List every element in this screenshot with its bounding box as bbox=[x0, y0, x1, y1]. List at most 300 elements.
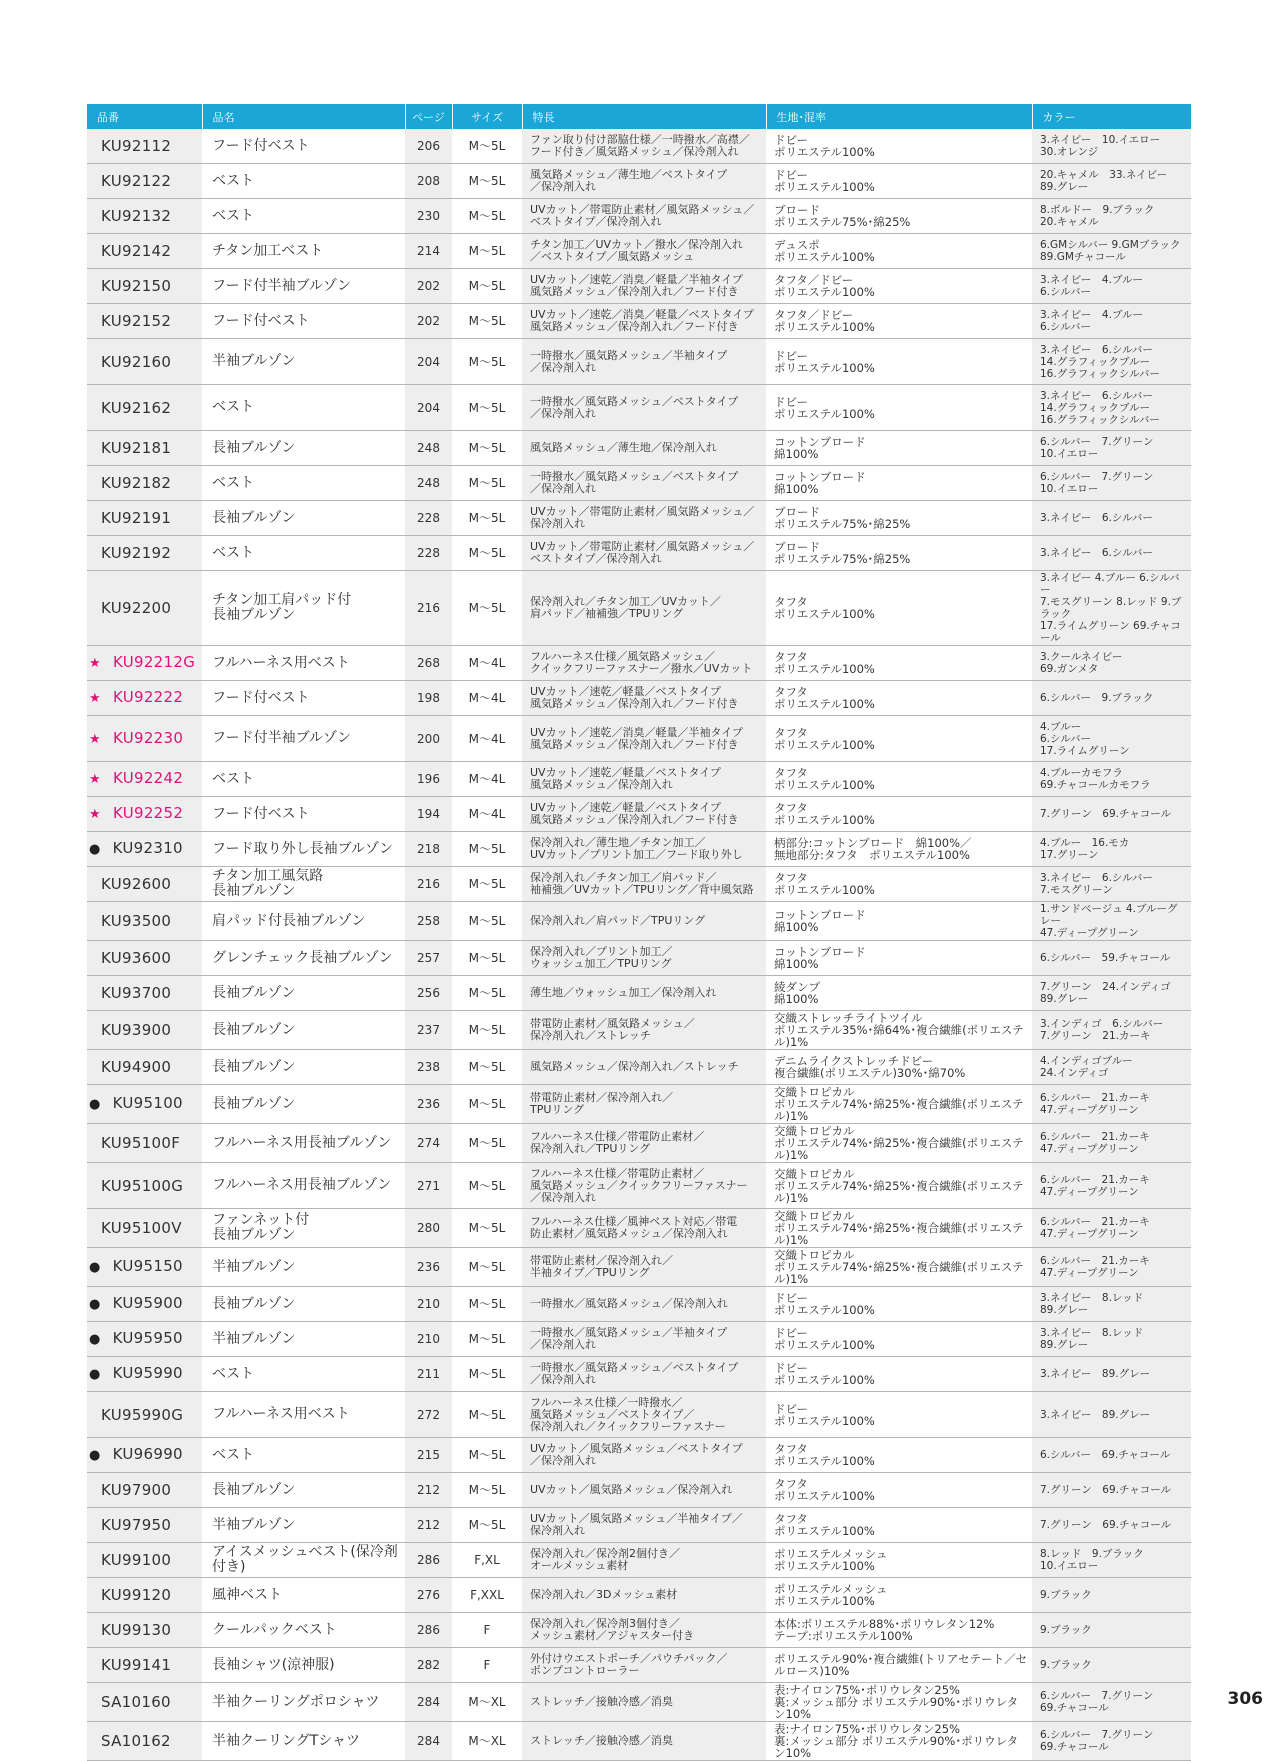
color-options: 6.シルバー 69.チャコール bbox=[1032, 1438, 1191, 1473]
product-code bbox=[87, 1209, 202, 1248]
features: UVカット／速乾／消臭／軽量／半袖タイプ 風気路メッシュ／保冷剤入れ／フード付き bbox=[522, 269, 766, 304]
product-code bbox=[87, 1124, 202, 1163]
product-name: ベスト bbox=[202, 536, 405, 571]
size-range: M～5L bbox=[452, 234, 522, 269]
color-options: 9.ブラック bbox=[1032, 1613, 1191, 1648]
size-range: M～5L bbox=[452, 1085, 522, 1124]
table-row bbox=[87, 976, 1191, 1011]
product-name: 長袖ブルゾン bbox=[202, 431, 405, 466]
color-options: 6.シルバー 21.カーキ 47.ディープグリーン bbox=[1032, 1209, 1191, 1248]
size-range: M～5L bbox=[452, 1011, 522, 1050]
features: ストレッチ／接触冷感／消臭 bbox=[522, 1683, 766, 1722]
features: 保冷剤入れ／薄生地／チタン加工／ UVカット／プリント加工／フード取り外し bbox=[522, 832, 766, 867]
product-name: フルハーネス用ベスト bbox=[202, 646, 405, 681]
marker-dot-icon: ● bbox=[89, 1448, 101, 1463]
catalog-page: 218 bbox=[405, 832, 452, 867]
fabric: 本体:ポリエステル88%･ポリウレタン12% テープ:ポリエステル100% bbox=[766, 1613, 1032, 1648]
features: 一時撥水／風気路メッシュ／半袖タイプ ／保冷剤入れ bbox=[522, 1322, 766, 1357]
product-code bbox=[87, 571, 202, 646]
color-options: 3.ネイビー 6.シルバー 7.モスグリーン bbox=[1032, 867, 1191, 902]
new-item-star-icon: ★ bbox=[89, 656, 101, 671]
catalog-page: 204 bbox=[405, 385, 452, 431]
table-row bbox=[87, 1543, 1191, 1578]
size-range: F,XXL bbox=[452, 1578, 522, 1613]
color-options: 6.GMシルバー 9.GMブラック 89.GMチャコール bbox=[1032, 234, 1191, 269]
size-range: M～5L bbox=[452, 832, 522, 867]
product-code-text: KU92142 bbox=[101, 242, 172, 260]
product-code bbox=[87, 716, 202, 762]
fabric: コットンブロード 綿100% bbox=[766, 902, 1032, 941]
features: UVカット／風気路メッシュ／保冷剤入れ bbox=[522, 1473, 766, 1508]
product-name: 長袖ブルゾン bbox=[202, 1473, 405, 1508]
table-row bbox=[87, 501, 1191, 536]
product-code bbox=[87, 902, 202, 941]
size-range: F,XL bbox=[452, 1543, 522, 1578]
table-row bbox=[87, 1508, 1191, 1543]
product-code bbox=[87, 1722, 202, 1761]
product-code bbox=[87, 1050, 202, 1085]
table-row bbox=[87, 234, 1191, 269]
product-name: 長袖ブルゾン bbox=[202, 1287, 405, 1322]
product-code-text: KU99141 bbox=[101, 1656, 172, 1674]
product-name: フード付ベスト bbox=[202, 681, 405, 716]
features: UVカット／速乾／軽量／ベストタイプ 風気路メッシュ／保冷剤入れ bbox=[522, 762, 766, 797]
size-range: M～5L bbox=[452, 1322, 522, 1357]
product-code bbox=[87, 1248, 202, 1287]
catalog-page: 208 bbox=[405, 164, 452, 199]
fabric: デニムライクストレッチドビー 複合繊維(ポリエステル)30%･綿70% bbox=[766, 1050, 1032, 1085]
product-name: フルハーネス用長袖ブルゾン bbox=[202, 1163, 405, 1209]
color-options: 6.シルバー 59.チャコール bbox=[1032, 941, 1191, 976]
color-options: 3.クールネイビー 69.ガンメタ bbox=[1032, 646, 1191, 681]
catalog-page: 204 bbox=[405, 339, 452, 385]
features: チタン加工／UVカット／撥水／保冷剤入れ ／ベストタイプ／風気路メッシュ bbox=[522, 234, 766, 269]
table-row bbox=[87, 1438, 1191, 1473]
product-code-text: KU95100G bbox=[101, 1176, 184, 1195]
product-name: フード付ベスト bbox=[202, 129, 405, 164]
product-name: 長袖ブルゾン bbox=[202, 501, 405, 536]
table-row bbox=[87, 129, 1191, 164]
size-range: M～XL bbox=[452, 1722, 522, 1761]
table-row bbox=[87, 536, 1191, 571]
size-range: M～5L bbox=[452, 1357, 522, 1392]
product-code bbox=[87, 199, 202, 234]
catalog-page: 276 bbox=[405, 1578, 452, 1613]
color-options: 3.ネイビー 8.レッド 89.グレー bbox=[1032, 1287, 1191, 1322]
product-code-text: KU99100 bbox=[101, 1551, 172, 1569]
table-row bbox=[87, 902, 1191, 941]
product-name: フード付ベスト bbox=[202, 797, 405, 832]
marker-dot-icon: ● bbox=[89, 1260, 101, 1275]
product-code-text: KU92181 bbox=[101, 439, 172, 457]
table-row bbox=[87, 339, 1191, 385]
catalog-page: 216 bbox=[405, 867, 452, 902]
features: 保冷剤入れ／肩パッド／TPUリング bbox=[522, 902, 766, 941]
product-name: 半袖クーリングTシャツ bbox=[202, 1722, 405, 1761]
product-code-text: KU92212G bbox=[112, 653, 196, 671]
product-code-text: KU92310 bbox=[112, 839, 183, 857]
fabric: タフタ ポリエステル100% bbox=[766, 716, 1032, 762]
product-name: 長袖ブルゾン bbox=[202, 976, 405, 1011]
features: 保冷剤入れ／チタン加工／肩パッド／ 袖補強／UVカット／TPUリング／背中風気路 bbox=[522, 867, 766, 902]
table-body bbox=[87, 129, 1191, 1761]
fabric: タフタ／ドビー ポリエステル100% bbox=[766, 269, 1032, 304]
fabric: ドビー ポリエステル100% bbox=[766, 1357, 1032, 1392]
table-header-row bbox=[87, 104, 1191, 129]
catalog-page: 248 bbox=[405, 466, 452, 501]
fabric: タフタ ポリエステル100% bbox=[766, 571, 1032, 646]
product-code bbox=[87, 1613, 202, 1648]
product-code-text: KU93500 bbox=[101, 912, 172, 930]
product-code-text: SA10162 bbox=[101, 1732, 171, 1750]
header-page: ページ bbox=[405, 104, 452, 129]
color-options: 3.ネイビー 6.シルバー bbox=[1032, 501, 1191, 536]
product-name: 長袖シャツ(涼神服) bbox=[202, 1648, 405, 1683]
size-range: M～4L bbox=[452, 681, 522, 716]
product-code bbox=[87, 234, 202, 269]
size-range: M～5L bbox=[452, 431, 522, 466]
table-row bbox=[87, 1248, 1191, 1287]
features: 一時撥水／風気路メッシュ／ベストタイプ ／保冷剤入れ bbox=[522, 1357, 766, 1392]
size-range: M～4L bbox=[452, 716, 522, 762]
product-name: グレンチェック長袖ブルゾン bbox=[202, 941, 405, 976]
product-code bbox=[87, 536, 202, 571]
header-fabric: 生地･混率 bbox=[766, 104, 1032, 129]
table-row bbox=[87, 164, 1191, 199]
product-name: ベスト bbox=[202, 466, 405, 501]
product-code-text: KU92200 bbox=[101, 599, 172, 617]
table-row bbox=[87, 304, 1191, 339]
table-row bbox=[87, 867, 1191, 902]
product-code-text: KU95100 bbox=[112, 1094, 183, 1112]
product-code-text: KU92182 bbox=[101, 474, 172, 492]
fabric: タフタ ポリエステル100% bbox=[766, 867, 1032, 902]
product-code bbox=[87, 1011, 202, 1050]
size-range: M～4L bbox=[452, 762, 522, 797]
color-options: 1.サンドベージュ 4.ブルーグレー 47.ディープグリーン bbox=[1032, 902, 1191, 941]
header-code: 品番 bbox=[87, 104, 202, 129]
product-name: 長袖ブルゾン bbox=[202, 1011, 405, 1050]
catalog-page: 228 bbox=[405, 501, 452, 536]
features: ストレッチ／接触冷感／消臭 bbox=[522, 1722, 766, 1761]
color-options: 8.レッド 9.ブラック 10.イエロー bbox=[1032, 1543, 1191, 1578]
size-range: F bbox=[452, 1648, 522, 1683]
catalog-page: 286 bbox=[405, 1543, 452, 1578]
features: 風気路メッシュ／薄生地／保冷剤入れ bbox=[522, 431, 766, 466]
color-options: 6.シルバー 21.カーキ 47.ディープグリーン bbox=[1032, 1248, 1191, 1287]
catalog-page: 228 bbox=[405, 536, 452, 571]
product-code bbox=[87, 681, 202, 716]
size-range: M～5L bbox=[452, 1508, 522, 1543]
catalog-page: 268 bbox=[405, 646, 452, 681]
features: 帯電防止素材／保冷剤入れ／ TPUリング bbox=[522, 1085, 766, 1124]
features: UVカット／速乾／軽量／ベストタイプ 風気路メッシュ／保冷剤入れ／フード付き bbox=[522, 797, 766, 832]
product-name: チタン加工ベスト bbox=[202, 234, 405, 269]
product-code-text: KU92160 bbox=[101, 352, 172, 371]
product-code bbox=[87, 941, 202, 976]
catalog-page: 202 bbox=[405, 304, 452, 339]
fabric: コットンブロード 綿100% bbox=[766, 941, 1032, 976]
product-code-text: KU93900 bbox=[101, 1021, 172, 1039]
header-colors: カラー bbox=[1032, 104, 1191, 129]
table-row bbox=[87, 1085, 1191, 1124]
table-row bbox=[87, 941, 1191, 976]
fabric: タフタ ポリエステル100% bbox=[766, 1438, 1032, 1473]
fabric: タフタ ポリエステル100% bbox=[766, 646, 1032, 681]
product-code-text: SA10160 bbox=[101, 1693, 171, 1711]
catalog-page: 200 bbox=[405, 716, 452, 762]
color-options: 6.シルバー 7.グリーン 10.イエロー bbox=[1032, 431, 1191, 466]
table-row bbox=[87, 681, 1191, 716]
fabric: 表:ナイロン75%･ポリウレタン25% 裏:メッシュ部分 ポリエステル90%･ポリウレタン10% bbox=[766, 1722, 1032, 1761]
features: 帯電防止素材／保冷剤入れ／ 半袖タイプ／TPUリング bbox=[522, 1248, 766, 1287]
marker-dot-icon: ● bbox=[89, 1097, 101, 1112]
fabric: ポリエステルメッシュ ポリエステル100% bbox=[766, 1543, 1032, 1578]
size-range: M～5L bbox=[452, 304, 522, 339]
product-code bbox=[87, 646, 202, 681]
size-range: M～XL bbox=[452, 1683, 522, 1722]
product-code bbox=[87, 1322, 202, 1357]
product-code bbox=[87, 867, 202, 902]
features: 一時撥水／風気路メッシュ／ベストタイプ ／保冷剤入れ bbox=[522, 385, 766, 431]
size-range: M～5L bbox=[452, 571, 522, 646]
product-name: アイスメッシュベスト(保冷剤付き) bbox=[202, 1543, 405, 1578]
size-range: M～5L bbox=[452, 1248, 522, 1287]
fabric: 表:ナイロン75%･ポリウレタン25% 裏:メッシュ部分 ポリエステル90%･ポリウレタン10% bbox=[766, 1683, 1032, 1722]
table-row bbox=[87, 1163, 1191, 1209]
product-code-text: KU92230 bbox=[112, 728, 184, 747]
product-code-text: KU95990G bbox=[101, 1405, 184, 1424]
size-range: M～5L bbox=[452, 1438, 522, 1473]
catalog-page: 238 bbox=[405, 1050, 452, 1085]
product-code bbox=[87, 1287, 202, 1322]
color-options: 6.シルバー 21.カーキ 47.ディープグリーン bbox=[1032, 1124, 1191, 1163]
size-range: M～5L bbox=[452, 1473, 522, 1508]
table-row bbox=[87, 199, 1191, 234]
features: フルハーネス仕様／帯電防止素材／ 風気路メッシュ／クイックフリーファスナー ／保冷剤入れ bbox=[522, 1163, 766, 1209]
product-code-text: KU92222 bbox=[112, 688, 184, 706]
fabric: ポリエステル90%･複合繊維(トリアセテート／セルロース)10% bbox=[766, 1648, 1032, 1683]
color-options: 4.インディゴブルー 24.インディゴ bbox=[1032, 1050, 1191, 1085]
product-code-text: KU92122 bbox=[101, 172, 172, 190]
product-code-text: KU92132 bbox=[101, 207, 172, 225]
product-code bbox=[87, 1473, 202, 1508]
product-code bbox=[87, 164, 202, 199]
product-code bbox=[87, 385, 202, 431]
marker-dot-icon: ● bbox=[89, 842, 101, 857]
table-row bbox=[87, 797, 1191, 832]
features: 一時撥水／風気路メッシュ／半袖タイプ ／保冷剤入れ bbox=[522, 339, 766, 385]
fabric: ブロード ポリエステル75%･綿25% bbox=[766, 536, 1032, 571]
fabric: 柄部分:コットンブロード 綿100%／ 無地部分:タフタ ポリエステル100% bbox=[766, 832, 1032, 867]
table-row bbox=[87, 1011, 1191, 1050]
color-options: 8.ボルドー 9.ブラック 20.キャメル bbox=[1032, 199, 1191, 234]
fabric: 交織トロピカル ポリエステル74%･綿25%･複合繊維(ポリエステル)1% bbox=[766, 1209, 1032, 1248]
product-name: 肩パッド付長袖ブルゾン bbox=[202, 902, 405, 941]
features: UVカット／帯電防止素材／風気路メッシュ／ ベストタイプ／保冷剤入れ bbox=[522, 536, 766, 571]
catalog-page: 211 bbox=[405, 1357, 452, 1392]
product-code bbox=[87, 1578, 202, 1613]
features: フルハーネス仕様／風神ベスト対応／帯電 防止素材／風気路メッシュ／保冷剤入れ bbox=[522, 1209, 766, 1248]
product-code bbox=[87, 1683, 202, 1722]
table-row bbox=[87, 646, 1191, 681]
features: 保冷剤入れ／3Dメッシュ素材 bbox=[522, 1578, 766, 1613]
size-range: M～5L bbox=[452, 902, 522, 941]
product-name: 半袖クーリングポロシャツ bbox=[202, 1683, 405, 1722]
catalog-page: 237 bbox=[405, 1011, 452, 1050]
catalog-page: 274 bbox=[405, 1124, 452, 1163]
fabric: ポリエステルメッシュ ポリエステル100% bbox=[766, 1578, 1032, 1613]
size-range: M～5L bbox=[452, 1287, 522, 1322]
header-size: サイズ bbox=[452, 104, 522, 129]
catalog-page: 271 bbox=[405, 1163, 452, 1209]
product-name: フード付半袖ブルゾン bbox=[202, 269, 405, 304]
color-options: 7.グリーン 69.チャコール bbox=[1032, 1508, 1191, 1543]
features: 保冷剤入れ／プリント加工／ ウォッシュ加工／TPUリング bbox=[522, 941, 766, 976]
size-range: M～5L bbox=[452, 1392, 522, 1438]
product-code bbox=[87, 304, 202, 339]
features: フルハーネス仕様／帯電防止素材／ 保冷剤入れ／TPUリング bbox=[522, 1124, 766, 1163]
product-code-text: KU92600 bbox=[101, 875, 172, 893]
catalog-page: 198 bbox=[405, 681, 452, 716]
product-name: フルハーネス用長袖ブルゾン bbox=[202, 1124, 405, 1163]
catalog-page: 206 bbox=[405, 129, 452, 164]
product-name: ベスト bbox=[202, 1438, 405, 1473]
size-range: M～5L bbox=[452, 1124, 522, 1163]
catalog-page: 210 bbox=[405, 1322, 452, 1357]
catalog-page: 212 bbox=[405, 1473, 452, 1508]
table-row bbox=[87, 1613, 1191, 1648]
color-options: 6.シルバー 7.グリーン 10.イエロー bbox=[1032, 466, 1191, 501]
product-name: ベスト bbox=[202, 1357, 405, 1392]
product-code bbox=[87, 1438, 202, 1473]
product-code-text: KU99120 bbox=[101, 1586, 172, 1604]
product-code bbox=[87, 1508, 202, 1543]
color-options: 6.シルバー 21.カーキ 47.ディープグリーン bbox=[1032, 1163, 1191, 1209]
fabric: タフタ／ドビー ポリエステル100% bbox=[766, 304, 1032, 339]
fabric: ドビー ポリエステル100% bbox=[766, 164, 1032, 199]
table-row bbox=[87, 1648, 1191, 1683]
fabric: 交織トロピカル ポリエステル74%･綿25%･複合繊維(ポリエステル)1% bbox=[766, 1085, 1032, 1124]
table-row bbox=[87, 1050, 1191, 1085]
product-code bbox=[87, 1357, 202, 1392]
catalog-page: 284 bbox=[405, 1683, 452, 1722]
product-code-text: KU93700 bbox=[101, 984, 172, 1002]
fabric: タフタ ポリエステル100% bbox=[766, 797, 1032, 832]
color-options: 3.インディゴ 6.シルバー 7.グリーン 21.カーキ bbox=[1032, 1011, 1191, 1050]
features: UVカット／風気路メッシュ／半袖タイプ／ 保冷剤入れ bbox=[522, 1508, 766, 1543]
page-number: 306 bbox=[1227, 1689, 1263, 1709]
catalog-page: 272 bbox=[405, 1392, 452, 1438]
fabric: ドビー ポリエステル100% bbox=[766, 129, 1032, 164]
size-range: M～5L bbox=[452, 867, 522, 902]
product-code bbox=[87, 832, 202, 867]
color-options: 7.グリーン 69.チャコール bbox=[1032, 797, 1191, 832]
fabric: 交織トロピカル ポリエステル74%･綿25%･複合繊維(ポリエステル)1% bbox=[766, 1248, 1032, 1287]
product-code bbox=[87, 762, 202, 797]
color-options: 3.ネイビー 4.ブルー 6.シルバー bbox=[1032, 304, 1191, 339]
color-options: 6.シルバー 7.グリーン 69.チャコール bbox=[1032, 1722, 1191, 1761]
size-range: M～5L bbox=[452, 941, 522, 976]
product-code bbox=[87, 339, 202, 385]
table-row bbox=[87, 1287, 1191, 1322]
catalog-page: 256 bbox=[405, 976, 452, 1011]
new-item-star-icon: ★ bbox=[89, 731, 101, 747]
color-options: 3.ネイビー 4.ブルー 6.シルバー 7.モスグリーン 8.レッド 9.ブラック 17.ライムグリーン 69.チャコール bbox=[1032, 571, 1191, 646]
features: 外付けウエストポーチ／パウチパック／ ポンプコントローラー bbox=[522, 1648, 766, 1683]
product-code bbox=[87, 129, 202, 164]
product-name: フード付ベスト bbox=[202, 304, 405, 339]
size-range: M～4L bbox=[452, 646, 522, 681]
catalog-page: 258 bbox=[405, 902, 452, 941]
color-options: 4.ブルーカモフラ 69.チャコールカモフラ bbox=[1032, 762, 1191, 797]
features: フルハーネス仕様／風気路メッシュ／ クイックフリーファスナー／撥水／UVカット bbox=[522, 646, 766, 681]
color-options: 6.シルバー 21.カーキ 47.ディープグリーン bbox=[1032, 1085, 1191, 1124]
product-code-text: KU92112 bbox=[101, 137, 172, 155]
fabric: タフタ ポリエステル100% bbox=[766, 1473, 1032, 1508]
product-code bbox=[87, 269, 202, 304]
product-name: 長袖ブルゾン bbox=[202, 1050, 405, 1085]
product-name: フード付半袖ブルゾン bbox=[202, 716, 405, 762]
color-options: 4.ブルー 16.モカ 17.グリーン bbox=[1032, 832, 1191, 867]
marker-dot-icon: ● bbox=[89, 1297, 101, 1312]
color-options: 4.ブルー 6.シルバー 17.ライムグリーン bbox=[1032, 716, 1191, 762]
catalog-page: 196 bbox=[405, 762, 452, 797]
fabric: ドビー ポリエステル100% bbox=[766, 1392, 1032, 1438]
fabric: 交織ストレッチライトツイル ポリエステル35%･綿64%･複合繊維(ポリエステル)1% bbox=[766, 1011, 1032, 1050]
product-code bbox=[87, 1392, 202, 1438]
catalog-page: 216 bbox=[405, 571, 452, 646]
features: 帯電防止素材／風気路メッシュ／ 保冷剤入れ／ストレッチ bbox=[522, 1011, 766, 1050]
product-code-text: KU95950 bbox=[112, 1329, 183, 1347]
header-name: 品名 bbox=[202, 104, 405, 129]
fabric: コットンブロード 綿100% bbox=[766, 431, 1032, 466]
size-range: M～5L bbox=[452, 1050, 522, 1085]
catalog-page: 194 bbox=[405, 797, 452, 832]
color-options: 3.ネイビー 89.グレー bbox=[1032, 1357, 1191, 1392]
color-options: 9.ブラック bbox=[1032, 1578, 1191, 1613]
table-row bbox=[87, 466, 1191, 501]
product-name: ベスト bbox=[202, 164, 405, 199]
color-options: 3.ネイビー 10.イエロー 30.オレンジ bbox=[1032, 129, 1191, 164]
product-code-text: KU93600 bbox=[101, 949, 172, 967]
product-code-text: KU92192 bbox=[101, 544, 172, 562]
table-row bbox=[87, 1357, 1191, 1392]
size-range: M～5L bbox=[452, 269, 522, 304]
product-code-text: KU96990 bbox=[112, 1445, 183, 1463]
catalog-page: 257 bbox=[405, 941, 452, 976]
product-name: ベスト bbox=[202, 199, 405, 234]
fabric: ドビー ポリエステル100% bbox=[766, 1322, 1032, 1357]
table-row bbox=[87, 832, 1191, 867]
product-code bbox=[87, 797, 202, 832]
table-row bbox=[87, 431, 1191, 466]
product-code-text: KU95100F bbox=[101, 1134, 181, 1152]
table-row bbox=[87, 1473, 1191, 1508]
features: 保冷剤入れ／保冷剤2個付き／ オールメッシュ素材 bbox=[522, 1543, 766, 1578]
features: 風気路メッシュ／薄生地／ベストタイプ ／保冷剤入れ bbox=[522, 164, 766, 199]
table-row bbox=[87, 1322, 1191, 1357]
features: UVカット／速乾／軽量／ベストタイプ 風気路メッシュ／保冷剤入れ／フード付き bbox=[522, 681, 766, 716]
product-code bbox=[87, 501, 202, 536]
fabric: ドビー ポリエステル100% bbox=[766, 385, 1032, 431]
product-name: ファンネット付 長袖ブルゾン bbox=[202, 1209, 405, 1248]
product-code-text: KU97950 bbox=[101, 1516, 172, 1534]
fabric: ドビー ポリエステル100% bbox=[766, 339, 1032, 385]
header-features: 特長 bbox=[522, 104, 766, 129]
product-code-text: KU94900 bbox=[101, 1058, 172, 1076]
features: 風気路メッシュ／保冷剤入れ／ストレッチ bbox=[522, 1050, 766, 1085]
